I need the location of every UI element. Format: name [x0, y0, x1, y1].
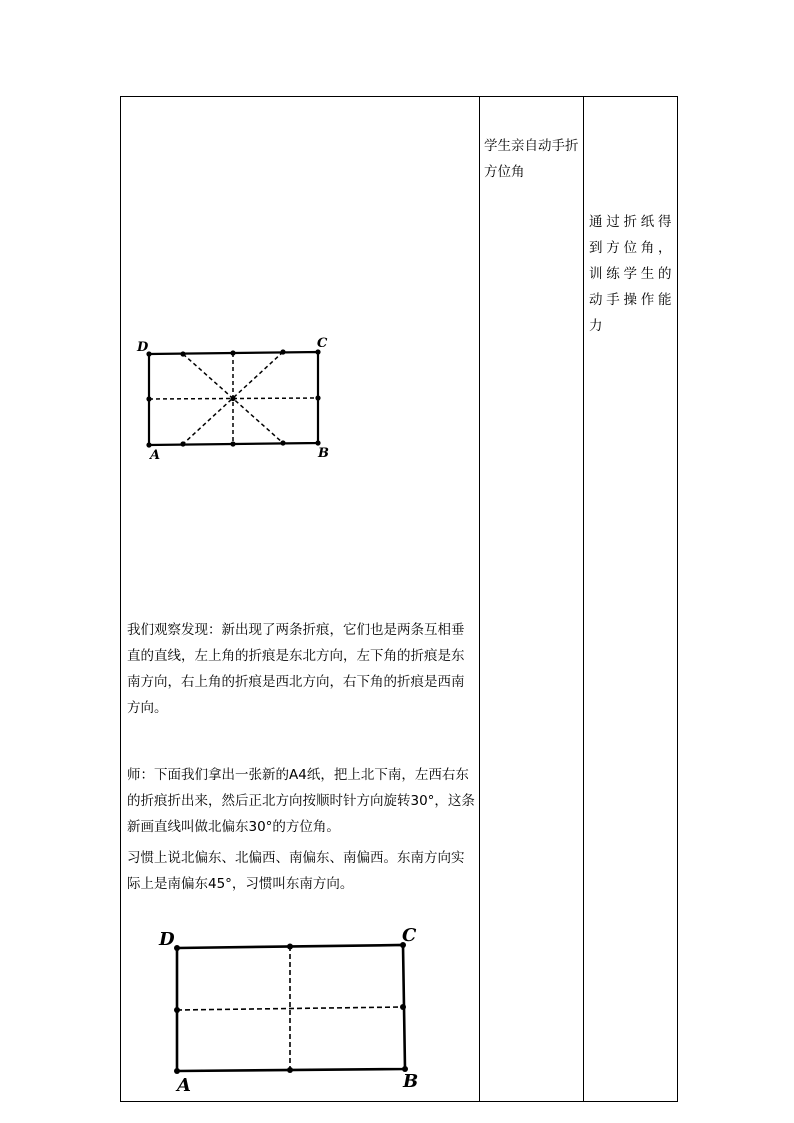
label-b: B [318, 446, 329, 461]
design-intent-text: 通过折纸得到方位角，训练学生的动手操作能力 [589, 214, 673, 334]
fold-diagram-cross [157, 921, 437, 1101]
observation-paragraph: 我们观察发现：新出现了两条折痕，它们也是两条互相垂直的直线，左上角的折痕是东北方向，左下角的折痕是东南方向，右上角的折痕是西北方向，右下角的折痕是西南方向。 [127, 622, 465, 716]
teacher-paragraph: 师：下面我们拿出一张新的A4纸，把上北下南，左西右东的折痕折出来，然后正北方向按顺时针方向旋转30°，这条新画直线叫做北偏东30°的方位角。 [127, 767, 475, 835]
label-a: A [177, 1075, 191, 1096]
label-d: D [137, 340, 149, 355]
label-a: A [150, 448, 161, 463]
label-b: B [403, 1071, 419, 1092]
student-activity-text: 学生亲自动手折方位角 [484, 138, 579, 180]
habit-paragraph: 习惯上说北偏东、北偏西、南偏东、南偏西。东南方向实际上是南偏东45°，习惯叫东南方向。 [127, 850, 465, 892]
label-c: C [402, 925, 417, 946]
column-divider-1 [479, 97, 480, 1101]
label-c: C [317, 336, 328, 351]
column-divider-2 [583, 97, 584, 1101]
label-d: D [159, 929, 175, 950]
fold-diagram-diagonals [133, 333, 343, 463]
lesson-table [120, 96, 678, 1102]
